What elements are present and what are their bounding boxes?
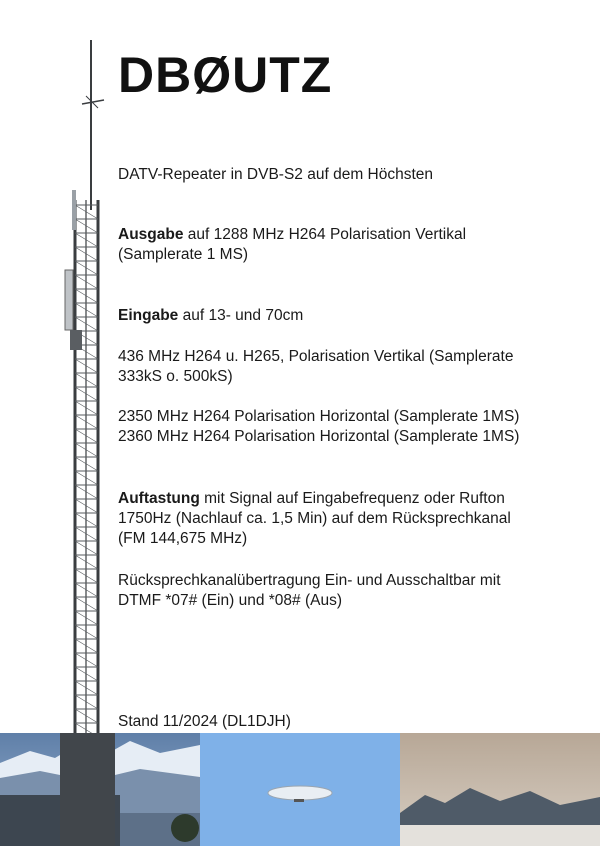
output-section <box>118 225 588 265</box>
keying-line3: (FM 144,675 MHz) <box>118 530 248 547</box>
repeater-description: DATV-Repeater in DVB-S2 auf dem Höchsten <box>118 166 434 183</box>
callsign-title: DBØUTZ <box>118 47 333 103</box>
input-70cm-line1: 436 MHz H264 u. H265, Polarisation Vertikal (Samplerate <box>118 348 514 365</box>
keying-text: mit Signal auf Eingabefrequenz oder Rufton <box>199 490 505 507</box>
input-13cm-line1: 2350 MHz H264 Polarisation Horizontal (Samplerate 1MS) <box>118 408 520 425</box>
input-13cm-line2: 2360 MHz H264 Polarisation Horizontal (Samplerate 1MS) <box>118 428 520 445</box>
output-text: auf 1288 MHz H264 Polarisation Vertikal <box>183 226 467 243</box>
keying-section <box>118 489 588 549</box>
airship-photo <box>200 733 400 846</box>
input-section <box>118 306 588 326</box>
input-label: Eingabe <box>118 307 179 324</box>
input-70cm <box>118 347 588 387</box>
talkback-section <box>118 571 588 611</box>
input-13cm <box>118 407 588 447</box>
input-70cm-line2: 333kS o. 500kS) <box>118 368 233 385</box>
keying-line2: 1750Hz (Nachlauf ca. 1,5 Min) auf dem Rücksprechkanal <box>118 510 511 527</box>
output-samplerate: (Samplerate 1 MS) <box>118 246 249 263</box>
photo-strip <box>0 733 600 846</box>
mountain-panorama-photo <box>0 733 200 846</box>
antenna-tower-image <box>0 0 130 846</box>
footer-status: Stand 11/2024 (DL1DJH) <box>118 713 291 730</box>
alpine-haze-photo <box>400 733 600 846</box>
talkback-line2: DTMF *07# (Ein) und *08# (Aus) <box>118 592 342 609</box>
keying-label: Auftastung <box>118 490 200 507</box>
talkback-line1: Rücksprechkanalübertragung Ein- und Ausschaltbar mit <box>118 572 501 589</box>
input-text: auf 13- und 70cm <box>178 307 304 324</box>
output-label: Ausgabe <box>118 226 184 243</box>
